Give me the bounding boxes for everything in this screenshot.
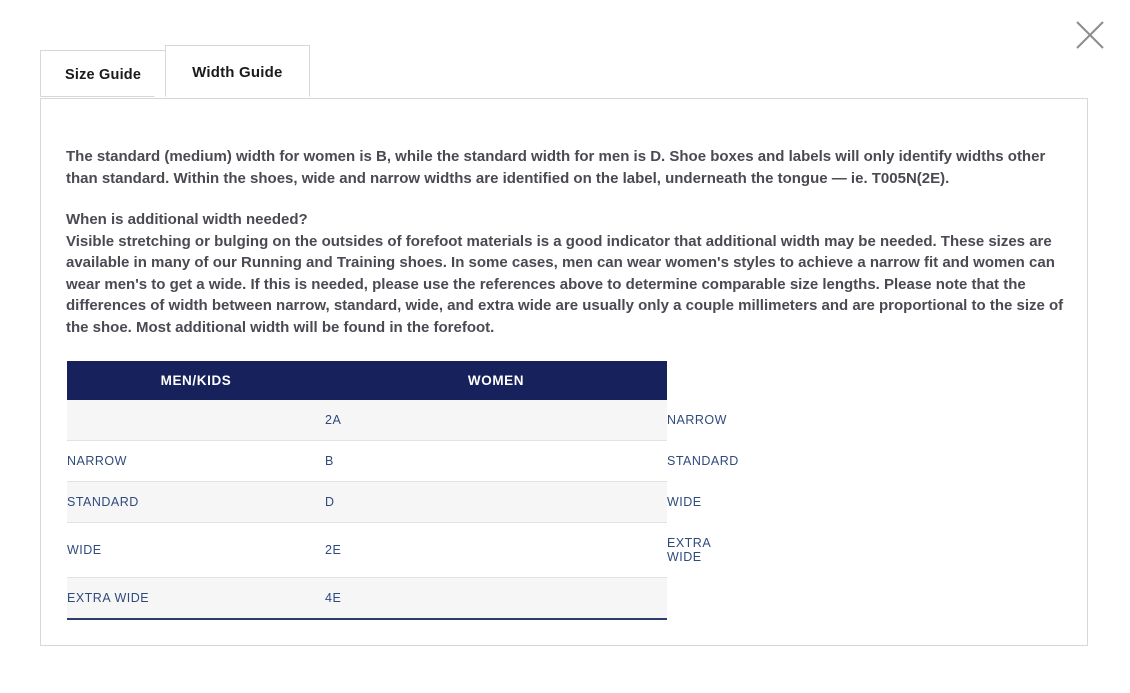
table-header-men-kids: MEN/KIDS xyxy=(67,361,325,400)
cell-code: B xyxy=(325,441,667,482)
cell-men: WIDE xyxy=(67,523,325,578)
cell-men: STANDARD xyxy=(67,482,325,523)
tab-size-guide[interactable] xyxy=(40,50,166,97)
paragraph-additional-width xyxy=(66,209,1070,338)
table-row: WIDE 2E EXTRA WIDE xyxy=(67,523,667,578)
cell-men xyxy=(67,400,325,441)
width-guide-panel xyxy=(40,98,1088,646)
cell-men: EXTRA WIDE xyxy=(67,578,325,620)
table-row: NARROW B STANDARD xyxy=(67,441,667,482)
paragraph-standard-width: The standard (medium) width for women is B, while the standard width for men is D. Shoe boxes and labels will only identify widths other than standard. Within the shoes, wide and narrow widths are identified on the label, underneath the tongue — ie. T005N(2E). xyxy=(66,148,1046,187)
table-row: 2A NARROW xyxy=(67,400,667,441)
cell-code: 4E xyxy=(325,578,667,620)
table-header-row xyxy=(67,361,667,400)
cell-code: 2E xyxy=(325,523,667,578)
width-guide-text xyxy=(66,146,1070,338)
guide-tabs xyxy=(40,45,310,97)
tab-width-guide-label: Width Guide xyxy=(192,64,283,81)
close-icon xyxy=(1072,17,1108,53)
cell-code: 2A xyxy=(325,400,667,441)
cell-men: NARROW xyxy=(67,441,325,482)
paragraph-additional-width-body: Visible stretching or bulging on the outsides of forefoot materials is a good indicator that additional width may be needed. These sizes are available in many of our Running and Training shoes. In some cases, men can wear women's styles to achieve a narrow fit and women can wear men's to get a wide. If this is needed, please use the references above to determine comparable size lengths. Please note that the differences of width between narrow, standard, wide, and extra wide are usually only a couple millimeters and are proportional to the size of the shoe. Most additional width will be found in the forefoot. xyxy=(66,232,1064,336)
question-heading: When is additional width needed? xyxy=(66,211,308,228)
tab-size-guide-label: Size Guide xyxy=(65,67,142,83)
cell-code: D xyxy=(325,482,667,523)
width-conversion-table xyxy=(67,361,739,620)
table-header-women: WOMEN xyxy=(325,361,667,400)
table-row xyxy=(67,578,667,620)
tab-width-guide[interactable] xyxy=(165,45,309,97)
table-row: STANDARD D WIDE xyxy=(67,482,667,523)
close-button[interactable] xyxy=(1072,17,1108,53)
